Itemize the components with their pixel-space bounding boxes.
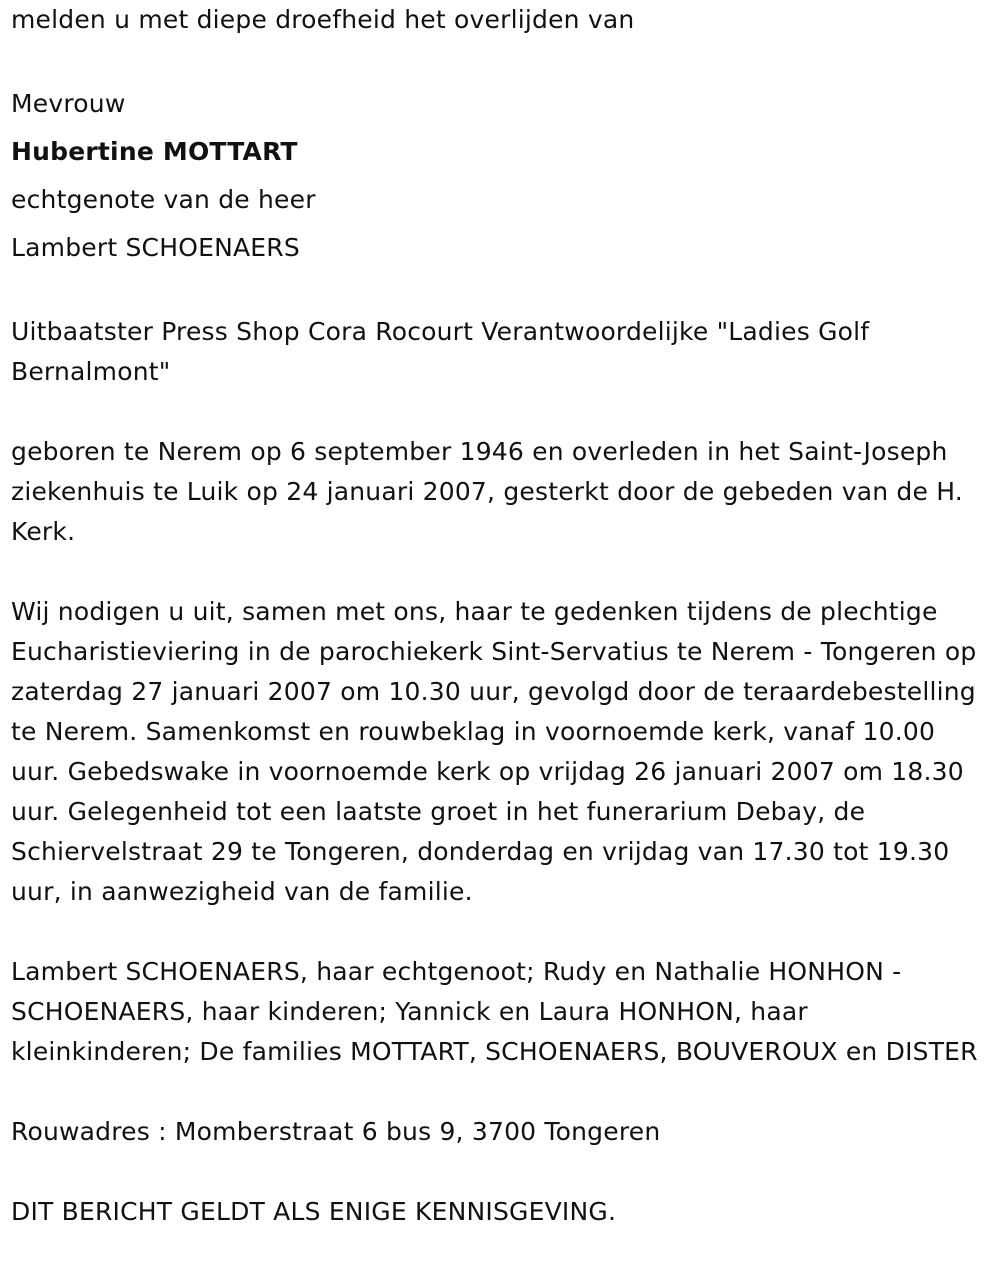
family-text: Lambert SCHOENAERS, haar echtgenoot; Rudy en Nathalie HONHON - SCHOENAERS, haar kinderen; Yannick en Laura HONHON, haar kleinkinderen; De families MOTTART, SCHOENAERS, BOUVEROUX en DISTER [11, 957, 978, 1066]
spacer [11, 552, 991, 592]
deceased-name: Hubertine MOTTART [11, 137, 298, 166]
spouse-name: Lambert SCHOENAERS [11, 233, 300, 262]
spouse-relation: echtgenote van de heer [11, 185, 316, 214]
spacer [11, 40, 991, 80]
spacer [11, 912, 991, 952]
closing-statement: DIT BERICHT GELDT ALS ENIGE KENNISGEVING. [11, 1197, 617, 1226]
honorific: Mevrouw [11, 89, 126, 118]
occupation-text: Uitbaatster Press Shop Cora Rocourt Verantwoordelijke "Ladies Golf Bernalmont" [11, 317, 870, 386]
mourning-address: Rouwadres : Momberstraat 6 bus 9, 3700 Tongeren [11, 1117, 661, 1146]
ceremony-text: Wij nodigen u uit, samen met ons, haar te gedenken tijdens de plechtige Eucharistieviering in de parochiekerk Sint-Servatius te Nerem - Tongeren op zaterdag 27 januari 2007 om 10.30 uur, gevolgd door de teraardebestelling te Nerem. Samenkomst en rouwbeklag in voornoemde kerk, vanaf 10.00 uur. Gebedswake in voornoemde kerk op vrijdag 26 januari 2007 om 18.30 uur. Gelegenheid tot een laatste groet in het funerarium Debay, de Schiervelstraat 29 te Tongeren, donderdag en vrijdag van 17.30 tot 19.30 uur, in aanwezigheid van de familie. [11, 597, 977, 906]
obituary-notice [11, 0, 991, 1232]
spacer [11, 392, 991, 432]
spacer [11, 1152, 991, 1192]
spacer [11, 272, 991, 312]
spacer [11, 1072, 991, 1112]
intro-text: melden u met diepe droefheid het overlijden van [11, 5, 635, 34]
birth-death-text: geboren te Nerem op 6 september 1946 en overleden in het Saint-Joseph ziekenhuis te Luik op 24 januari 2007, gesterkt door de gebeden van de H. Kerk. [11, 437, 963, 546]
